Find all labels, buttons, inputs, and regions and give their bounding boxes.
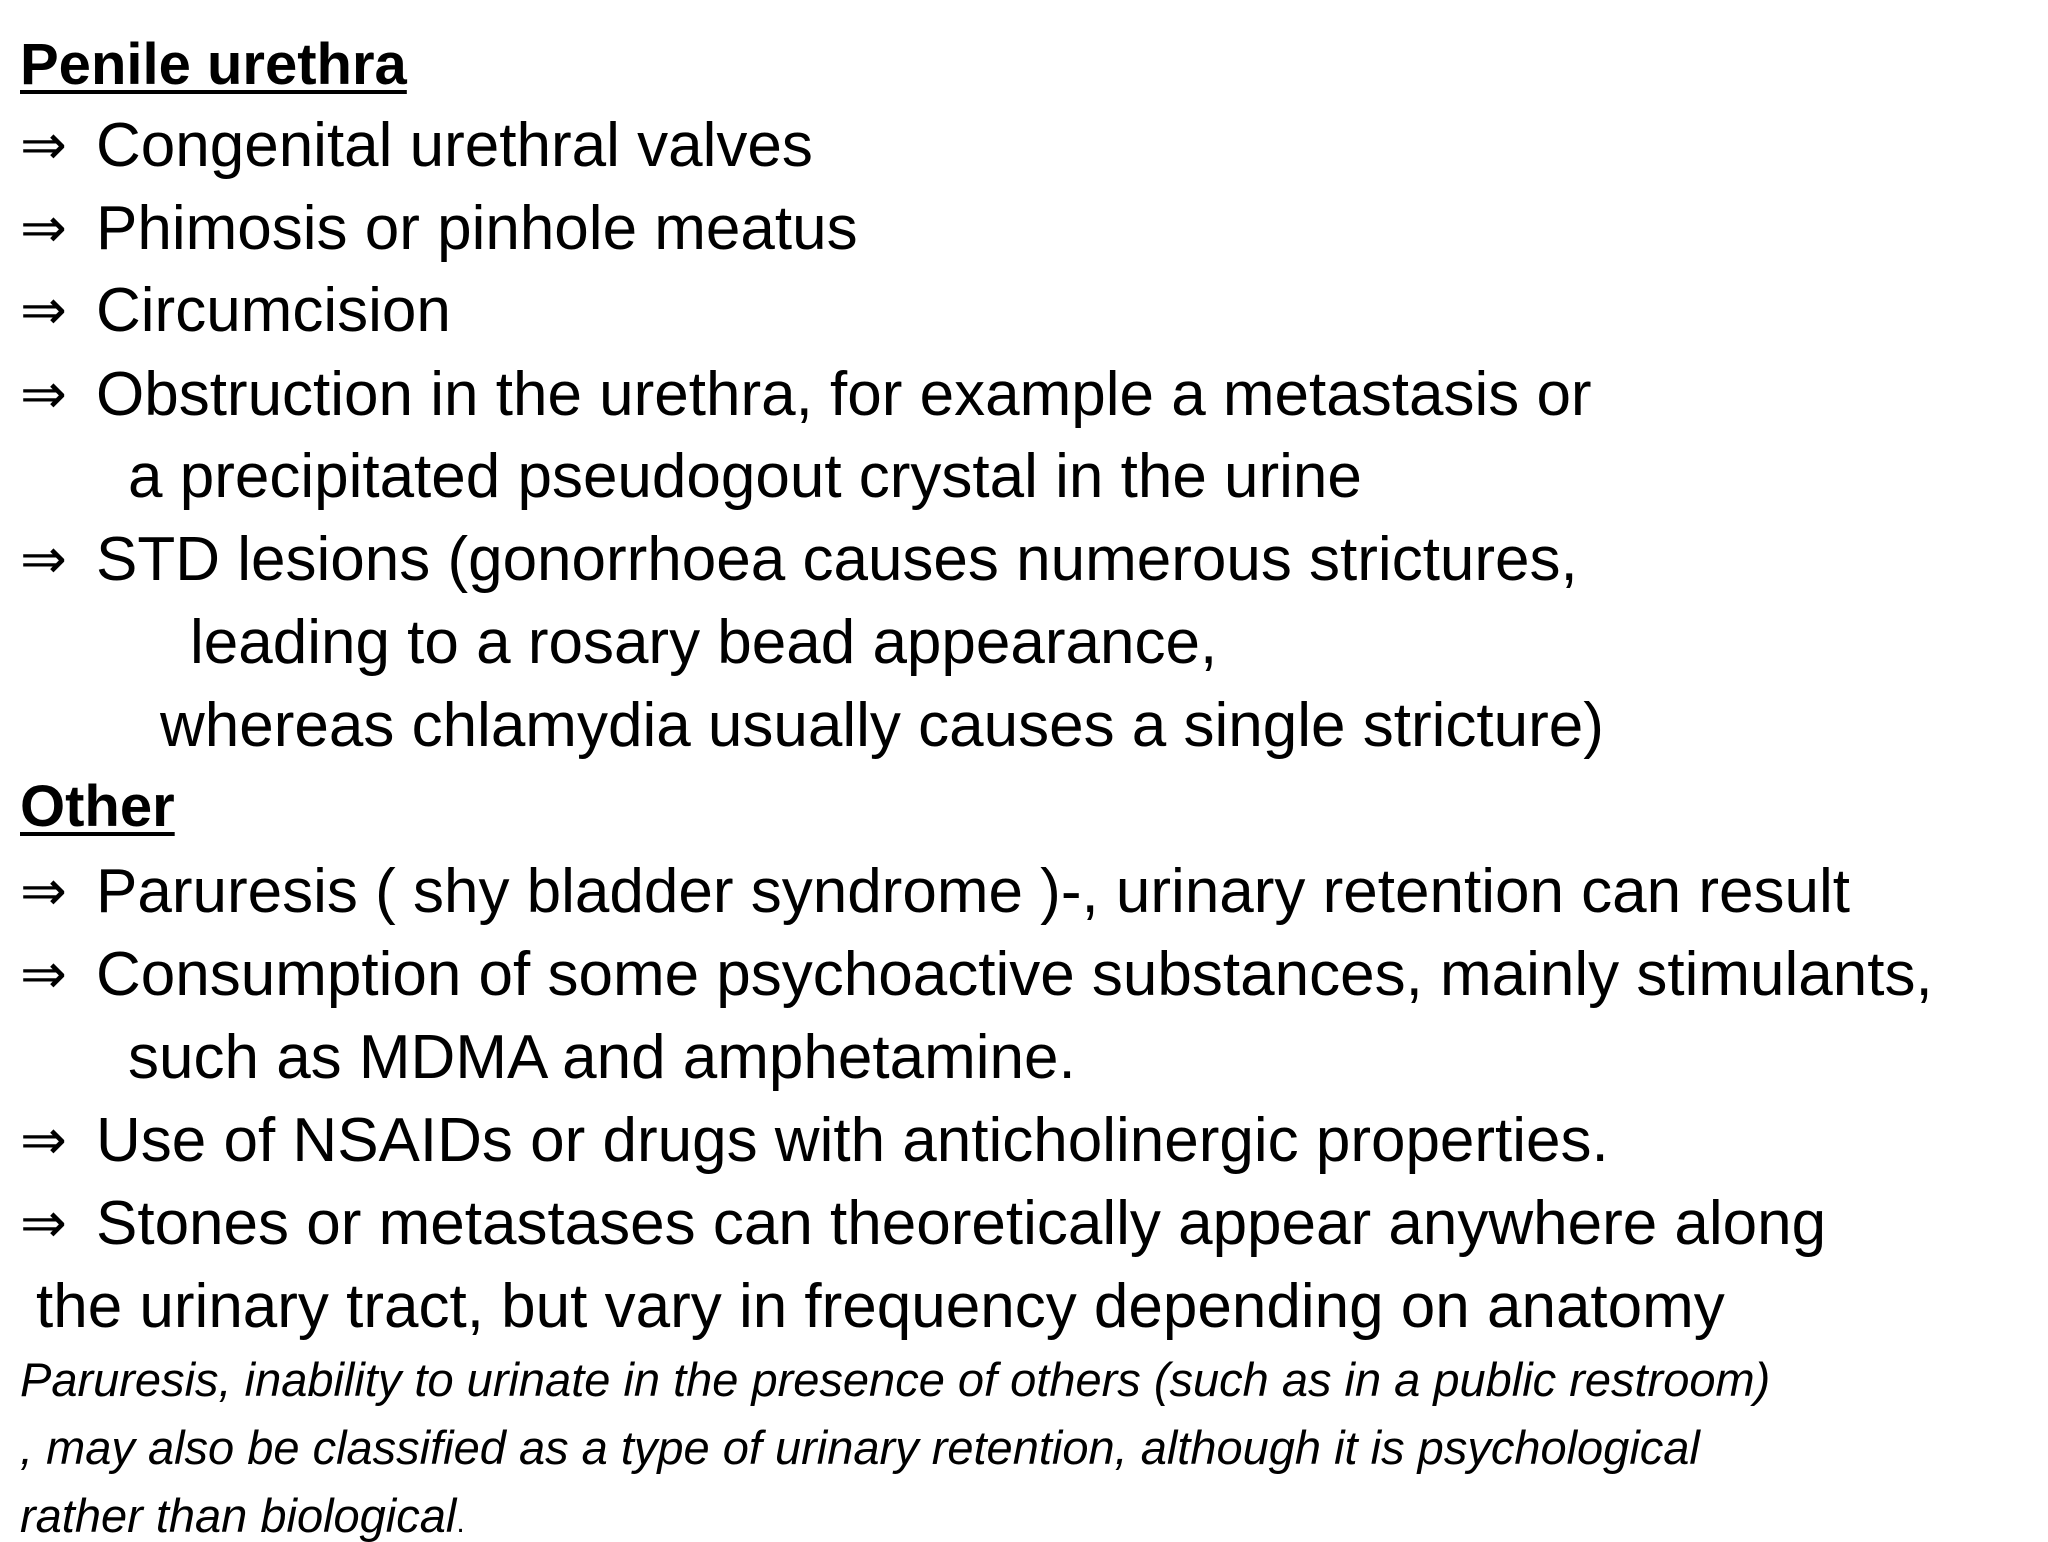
double-arrow-icon: ⇒ — [20, 1191, 67, 1256]
list-item-text: Stones or metastases can theoretically appear anywhere along — [96, 1189, 1827, 1258]
list-item-text: STD lesions (gonorrhoea causes numerous strictures, — [96, 525, 1578, 594]
list-item-text: Consumption of some psychoactive substances, mainly stimulants, — [96, 940, 1933, 1009]
list-item-continuation: the urinary tract, but vary in frequency depending on anatomy — [36, 1272, 1725, 1341]
list-item — [20, 525, 1578, 594]
list-item-continuation: such as MDMA and amphetamine. — [128, 1023, 1076, 1092]
double-arrow-icon: ⇒ — [20, 196, 67, 261]
list-item-continuation: a precipitated pseudogout crystal in the urine — [128, 442, 1362, 511]
list-item — [20, 1106, 1609, 1175]
double-arrow-icon: ⇒ — [20, 527, 67, 592]
double-arrow-icon: ⇒ — [20, 942, 67, 1007]
double-arrow-icon: ⇒ — [20, 278, 67, 343]
double-arrow-icon: ⇒ — [20, 859, 67, 924]
list-item-text: Use of NSAIDs or drugs with anticholinergic properties. — [96, 1106, 1609, 1175]
list-item — [20, 111, 813, 180]
list-item — [20, 940, 1933, 1009]
footnote-line-text: rather than biological — [20, 1489, 457, 1542]
list-item-text: Paruresis ( shy bladder syndrome )-, urinary retention can result — [96, 857, 1850, 926]
list-item-text: Phimosis or pinhole meatus — [96, 194, 858, 263]
list-item-text: Obstruction in the urethra, for example a metastasis or — [96, 360, 1592, 429]
footnote-line: Paruresis, inability to urinate in the presence of others (such as in a public restroom) — [20, 1353, 1771, 1406]
double-arrow-icon: ⇒ — [20, 113, 67, 178]
list-item — [20, 360, 1592, 429]
list-item-continuation: leading to a rosary bead appearance, — [190, 608, 1218, 677]
section-heading-penile-urethra: Penile urethra — [20, 32, 407, 97]
list-item — [20, 857, 1850, 926]
double-arrow-icon: ⇒ — [20, 1108, 67, 1173]
footnote-line: , may also be classified as a type of urinary retention, although it is psychological — [20, 1421, 1700, 1474]
footnote-period: . — [456, 1506, 465, 1539]
list-item — [20, 1189, 1827, 1258]
list-item — [20, 194, 858, 263]
double-arrow-icon: ⇒ — [20, 362, 67, 427]
list-item-text: Circumcision — [96, 276, 451, 345]
footnote-line-last — [20, 1489, 465, 1542]
section-heading-other: Other — [20, 774, 175, 839]
list-item-continuation: whereas chlamydia usually causes a single stricture) — [160, 691, 1604, 760]
list-item — [20, 276, 451, 345]
list-item-text: Congenital urethral valves — [96, 111, 813, 180]
